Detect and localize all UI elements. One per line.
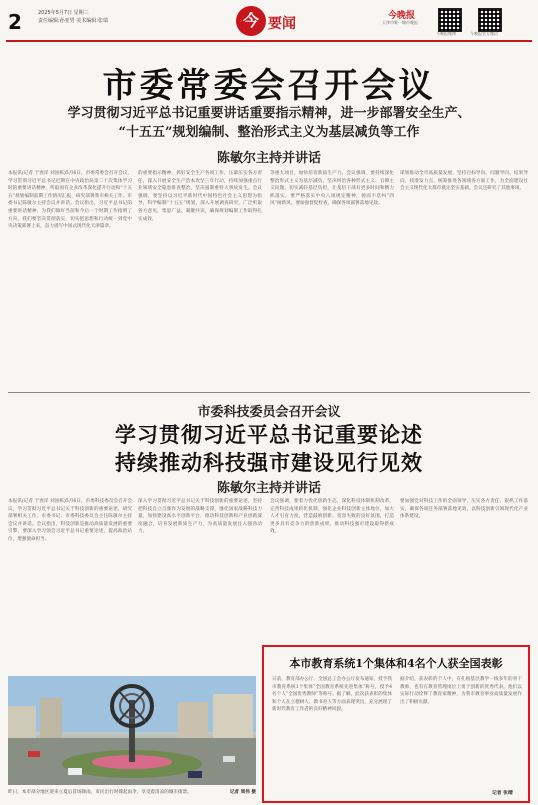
- article2-headline: [0, 421, 538, 477]
- article1-column-4: 谋划推动全市高质量发展，坚持目标导向、问题导向、结果导向，找准发力点，统筹推进各领域各方面工作，为全面建设社会主义现代化大都市奠定坚实基础。会议还研究了其他事项。: [400, 171, 528, 192]
- qr-code-icon[interactable]: [438, 8, 462, 32]
- news-photo: [8, 676, 256, 785]
- qr-label-wechat: 今晚报官方微信: [470, 31, 498, 36]
- city-street-illustration: [8, 676, 256, 785]
- article1-host-line: 陈敏尔主持并讲话: [216, 151, 321, 166]
- article2-column-3: 会议强调，要着力优化创新生态，深化科技体制机制改革，完善科技成果转化机制，强化企业科技创新主体地位，加大人才引育力度，营造鼓励创新、宽容失败的良好氛围，打造更多具有竞争力的创新成果，推动科技强市建设取得新成效。: [270, 499, 394, 535]
- article2-headline-line1: 学习贯彻习近平总书记重要论述: [115, 422, 423, 447]
- article1-subhead-line1: 学习贯彻习近平总书记重要讲话重要指示精神，进一步部署安全生产、: [67, 106, 471, 121]
- editor-line: 责任编辑:孙亚男 美术编辑:张瑞: [38, 18, 108, 24]
- photo-caption-text: 昨日，本市部分地区迎来立夏后首场降雨，市民出行时撑起雨伞，享受着清凉的城市街景。: [8, 790, 192, 795]
- article3-column-2: 据介绍，获表彰的个人中，有扎根基层教学一线多年的骨干教师，也有在教育管理岗位上勇于创新的优秀代表。他们以实际行动诠释了教育家精神，为我市教育事业高质量发展作出了积极贡献。: [400, 677, 522, 705]
- article2-host-line: 陈敏尔主持并讲话: [216, 481, 321, 496]
- article3-byline: 记者 张晴: [492, 791, 513, 796]
- brand-name: 今晚报: [388, 11, 416, 21]
- brand-subtitle: 天津市唯一城市晚报: [382, 20, 418, 25]
- article1-headline: 市委常委会召开会议: [102, 66, 436, 106]
- article1-subhead-line2: “十五五”规划编制、整治形式主义为基层减负等工作: [118, 125, 420, 140]
- article3-column-1: 日前，教育部办公厅、全国总工会办公厅发布通知，授予我市教育系统1个集体“全国教育系统先进集体”称号，授予4名个人“全国优秀教师”等称号。据了解，此次获表彰的集体和个人在立德树人、教书育人等方面表现突出，充分展现了新时代教育工作者的良好精神风貌。: [272, 677, 392, 713]
- photo-credit: 记者 周伟 摄: [229, 790, 256, 795]
- section-title: 要闻: [268, 16, 296, 32]
- article1-column-2: 的重要指示精神，抓好安全生产各项工作，压紧压实各方责任，深入开展安全生产治本攻坚三年行动，持续加强重点行业领域安全隐患排查整治，坚决遏制重特大事故发生。会议强调，要坚持以习近平新时代中国特色社会主义思想为指导，科学编制“十五五”规划，深入开展调查研究，广泛听取各方意见，集思广益、凝聚共识，确保规划编制工作取得扎实成效。: [138, 171, 262, 222]
- article1-column-1: 本报讯(记者 于春洋 刘国栋)5月6日，市委常委会召开会议，学习贯彻习近平总书记近期在中央政治局第二十次集体学习时的重要讲话精神，听取国有企业改革深化提升行动和“十五五”规划编制前期工作情况汇报，研究部署我市相关工作。市委书记陈敏尔主持会议并讲话。会议指出，习近平总书记的重要讲话精神，为我们做好当前和今后一个时期工作指明了方向，我们要坚决贯彻落实，切实把思想和行动统一到党中央决策部署上来，奋力谱写中国式现代化天津篇章。: [8, 171, 132, 230]
- section-divider: [8, 392, 530, 393]
- qr-code-icon[interactable]: [478, 8, 502, 32]
- article2-kicker: 市委科技委员会召开会议: [197, 405, 341, 420]
- newspaper-logo-icon: 今: [236, 6, 266, 36]
- photo-caption: [8, 789, 256, 795]
- article2-column-2: 深入学习贯彻习近平总书记关于科技创新的重要论述，坚持把科技自立自强作为发展的战略支撑，强化国家战略科技力量，加快建设高水平创新平台，推动科技创新和产业创新深度融合，培育发展新质生产力，为高质量发展注入强劲动力。: [138, 499, 262, 535]
- qr-label-weibo: 今晚报微博: [436, 31, 456, 36]
- article2-headline-line2: 持续推动科技强市建设见行见效: [115, 450, 423, 475]
- article2-column-1: 本报讯(记者 于春洋 刘国栋)5月6日，市委科技委员会召开会议，学习贯彻习近平总书记关于科技创新的重要论述，研究部署相关工作。市委书记、市委科技委员会主任陈敏尔主持会议并讲话。会议指出，科技创新是推动高质量发展的重要引擎，要深入学习领会习近平总书记重要论述，提高政治站位，增强使命担当。: [8, 499, 132, 542]
- header-divider: [6, 40, 532, 42]
- header-info: [38, 9, 108, 25]
- date-line: 2025年5月7日 星期三: [38, 10, 89, 16]
- article2-column-4: 要加强党对科技工作的全面领导，压实各方责任，狠抓工作落实，确保各项任务部署落地见效，以科技创新引领现代化产业体系建设。: [400, 499, 528, 520]
- article1-subhead: [20, 104, 518, 142]
- article3-headline: 本市教育系统1个集体和4名个人获全国表彰: [289, 657, 503, 670]
- article1-column-3: 等重大项目，加快培育新质生产力。会议强调，要持续深化整治形式主义为基层减负，坚决纠治各种形式主义、官僚主义问题，切实减轻基层负担，让基层干部有更多时间和精力抓落实。要严格落实中央八项规定精神，驰而不息纠“四风”树新风。要加强督促检查，确保各项部署落地见效。: [270, 171, 394, 207]
- page-number: 2: [8, 10, 22, 34]
